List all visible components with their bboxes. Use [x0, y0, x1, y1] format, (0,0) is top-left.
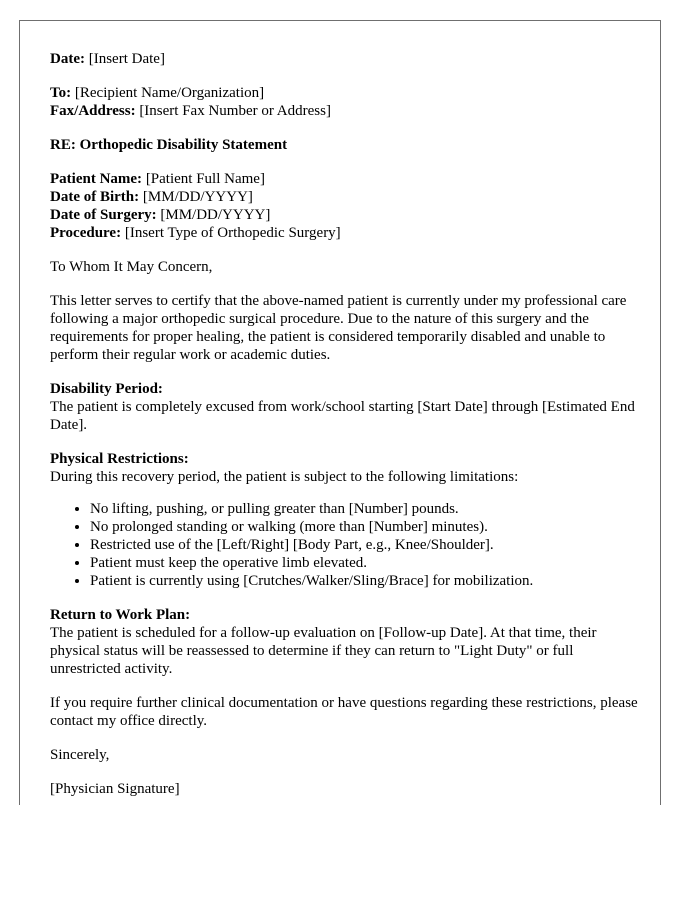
- return-plan-text: The patient is scheduled for a follow-up evaluation on [Follow-up Date]. At that time, their physical status will be reassessed to determine if they can return to "Light Duty" or full unrestricted activity.: [50, 625, 597, 677]
- return-plan-section: [50, 606, 640, 678]
- disability-period-section: [50, 380, 640, 434]
- date-line: [50, 50, 640, 68]
- intro-paragraph: This letter serves to certify that the above-named patient is currently under my professional care following a major orthopedic surgical procedure. Due to the nature of this surgery and the requirements for proper healing, the patient is considered temporarily disabled and unable to perform their regular work or academic duties.: [50, 293, 627, 363]
- closing-paragraph: If you require further clinical documentation or have questions regarding these restrictions, please contact my office directly.: [50, 695, 638, 729]
- disability-period-text: The patient is completely excused from work/school starting [Start Date] through [Estimated End Date].: [50, 399, 635, 433]
- fax-value: [Insert Fax Number or Address]: [139, 103, 331, 119]
- list-item: • Restricted use of the [Left/Right] [Body Part, e.g., Knee/Shoulder].: [90, 536, 640, 554]
- physical-restrictions-heading: Physical Restrictions:: [50, 451, 189, 467]
- sign-off: Sincerely,: [50, 747, 110, 763]
- list-item: • Patient must keep the operative limb elevated.: [90, 554, 640, 572]
- fax-line: [50, 102, 640, 120]
- dob-line: [50, 188, 640, 206]
- procedure-value: [Insert Type of Orthopedic Surgery]: [124, 225, 341, 241]
- dob-label: Date of Birth:: [50, 189, 140, 205]
- dob-value: [MM/DD/YYYY]: [142, 189, 253, 205]
- patient-name-label: Patient Name:: [50, 171, 143, 187]
- patient-info-block: [50, 170, 640, 242]
- letter-page: [19, 20, 661, 805]
- return-plan-heading: Return to Work Plan:: [50, 607, 191, 623]
- list-item: • No lifting, pushing, or pulling greater than [Number] pounds.: [90, 500, 640, 518]
- to-value: [Recipient Name/Organization]: [74, 85, 265, 101]
- procedure-label: Procedure:: [50, 225, 122, 241]
- letter-content: [50, 50, 640, 805]
- disability-period-heading: Disability Period:: [50, 381, 163, 397]
- fax-label: Fax/Address:: [50, 103, 136, 119]
- date-label: Date:: [50, 51, 85, 67]
- physician-signature: [Physician Signature]: [50, 781, 180, 797]
- to-line: [50, 84, 640, 102]
- recipient-block: [50, 84, 640, 120]
- patient-name-line: [50, 170, 640, 188]
- date-value: [Insert Date]: [88, 51, 165, 67]
- surgery-date-value: [MM/DD/YYYY]: [160, 207, 271, 223]
- procedure-line: [50, 224, 640, 242]
- list-item: • Patient is currently using [Crutches/Walker/Sling/Brace] for mobilization.: [90, 572, 640, 590]
- subject-line: RE: Orthopedic Disability Statement: [50, 137, 288, 153]
- patient-name-value: [Patient Full Name]: [145, 171, 265, 187]
- to-label: To:: [50, 85, 72, 101]
- surgery-date-line: [50, 206, 640, 224]
- restrictions-list: [50, 500, 640, 590]
- physical-restrictions-section: [50, 450, 640, 590]
- list-item: • No prolonged standing or walking (more than [Number] minutes).: [90, 518, 640, 536]
- physical-restrictions-intro: During this recovery period, the patient is subject to the following limitations:: [50, 469, 519, 485]
- surgery-date-label: Date of Surgery:: [50, 207, 157, 223]
- salutation: To Whom It May Concern,: [50, 259, 213, 275]
